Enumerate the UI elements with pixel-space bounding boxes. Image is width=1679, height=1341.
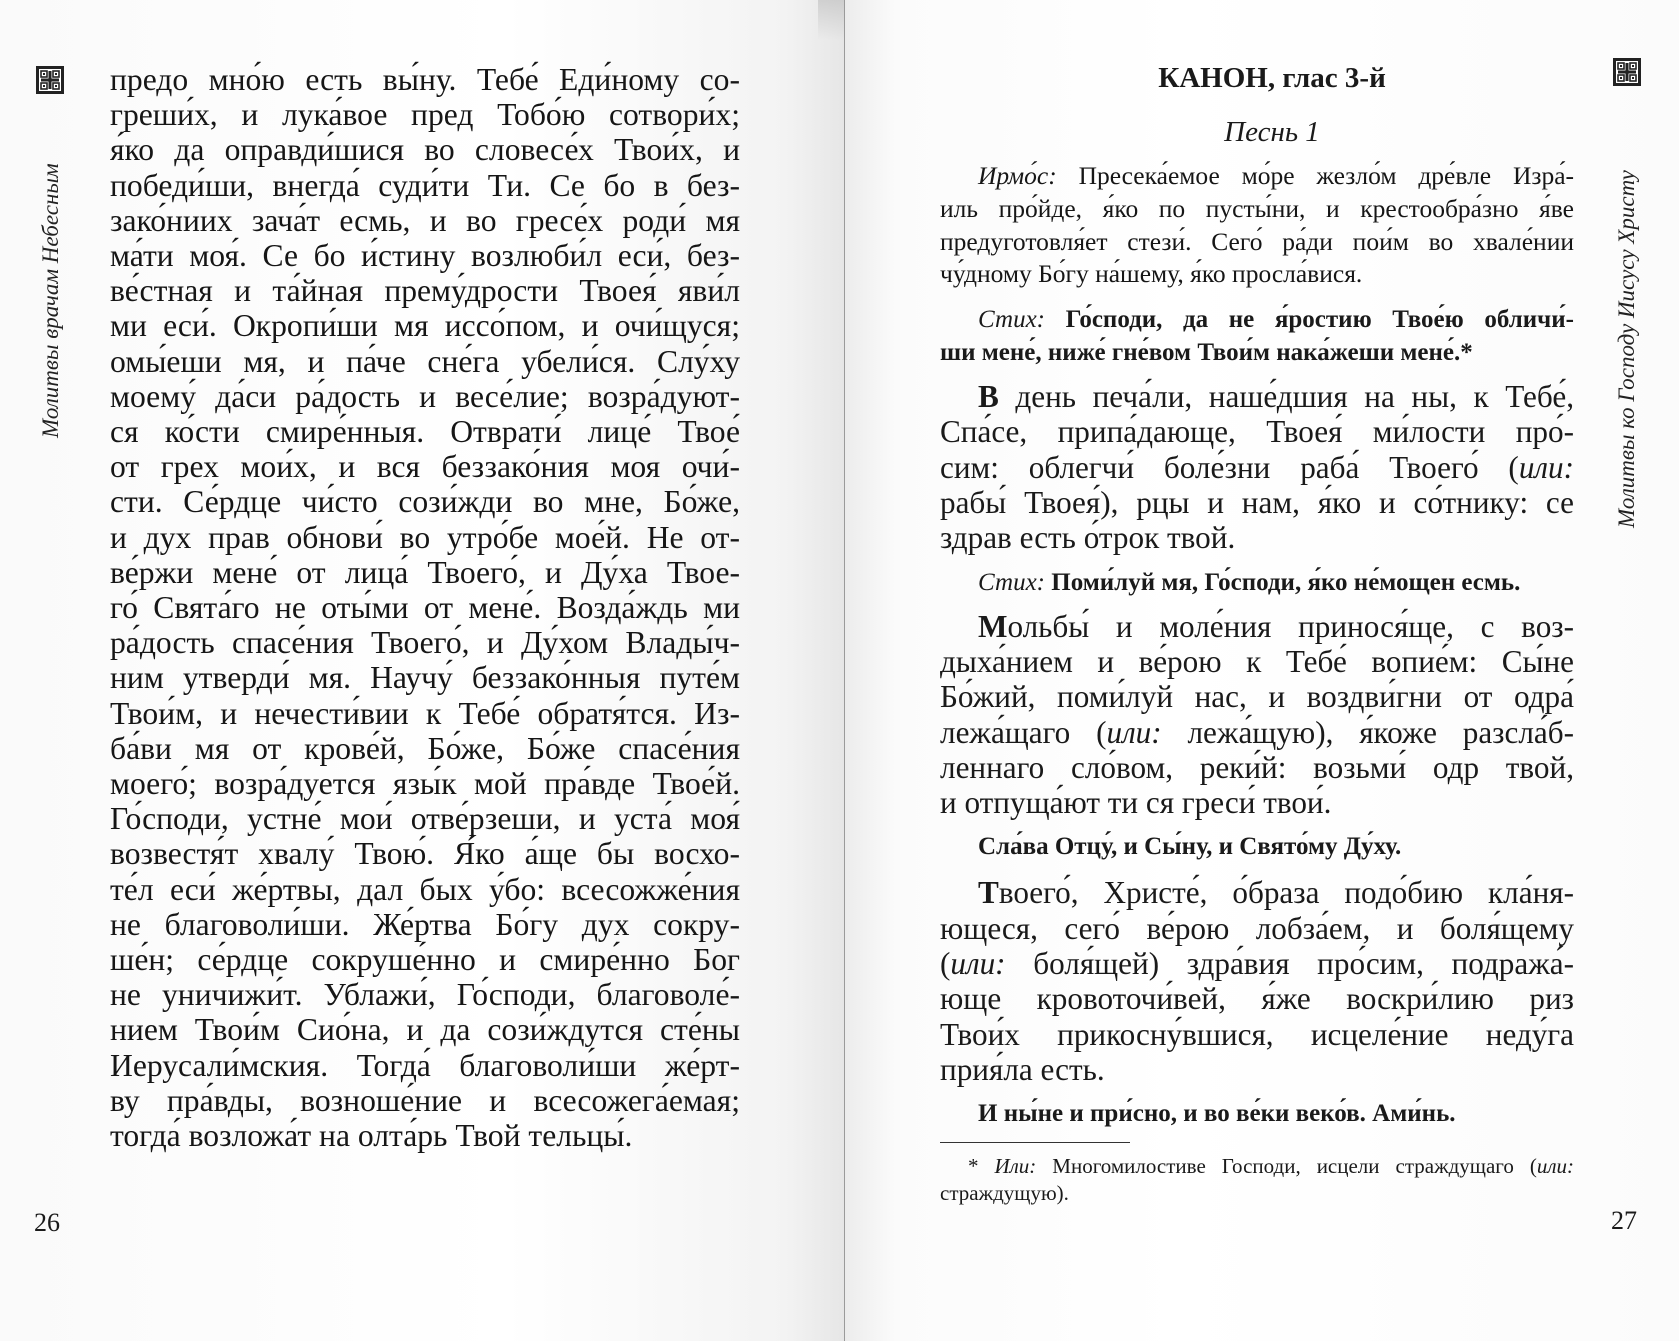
text-line: предуготовля́ет стези́. Сего́ ра́ди пои́м во хвале́нии xyxy=(940,226,1574,256)
verse-2 xyxy=(940,566,1574,599)
text-line: чу́дному Бо́гу на́шему, я́ко просла́вися. xyxy=(940,259,1363,289)
text-line: те́л еси́ же́ртвы, дал бых у́бо: всесожже́ния xyxy=(110,871,740,907)
text-line: не уничижи́т. Ублажи́, Го́споди, благоволе́- xyxy=(110,977,740,1013)
canon-title xyxy=(970,60,1574,96)
alt-marker: или: xyxy=(950,946,1006,982)
text-line: (или: боля́щей) здра́вия про́сим, подража́- xyxy=(940,946,1574,982)
text-line: ши мене́, ниже́ гне́вом Твои́м нака́жеши мене́.* xyxy=(940,339,1473,367)
text-line: Бо́жий, поми́луй нас, и воздви́гни от одра́ xyxy=(940,679,1574,715)
text-line: ся ко́сти смире́нныя. Отврати́ лице́ Твое́ xyxy=(110,414,740,450)
troparion-1 xyxy=(940,379,1574,555)
canon-title-main: КАНОН, xyxy=(1158,62,1276,94)
theotokion xyxy=(940,875,1574,1087)
text-line: победи́ши, внегда́ суди́ти Ти. Се бо в без- xyxy=(110,167,740,203)
text-line: сим: облегчи́ боле́зни раба́ Твоего́ (или: xyxy=(940,449,1574,485)
text-line: * Или: Многомилостиве Господи, исцели страждущаго (или: xyxy=(968,1154,1574,1179)
troparion-2 xyxy=(940,609,1574,821)
verse-1 xyxy=(940,303,1574,369)
cross-ornament-icon xyxy=(1613,58,1641,86)
text-line: го́ Свята́го не оты́ми от мене́. Возда́ждь ми xyxy=(110,590,740,626)
text-line: и отпуща́ют ти ся греси́ твои́. xyxy=(940,785,1332,821)
text-line: ми еси́. Окропи́ши мя иссо́пом, и очи́щуся; xyxy=(110,308,740,344)
text-line: зако́ниих зача́т есмь, и во гресе́х роди́ мя xyxy=(110,202,740,238)
text-line: не благоволи́ши. Же́ртва Бо́гу дух сокру- xyxy=(110,906,740,942)
alt-marker: или: xyxy=(1518,449,1574,485)
text-line: и дух прав обнови́ во утро́бе мое́й. Не от- xyxy=(110,519,740,555)
text-line: моего́; возра́дуется язы́к мой пра́вде Твое́й. xyxy=(110,766,740,802)
verse-label: Стих: xyxy=(978,306,1046,334)
cross-ornament-icon xyxy=(36,66,64,94)
initial-letter: Т xyxy=(978,875,999,911)
footnote-label: Или: xyxy=(994,1154,1037,1179)
text-line: иль про́йде, я́ко по пусты́ни, и крестообра́зно я́ве xyxy=(940,193,1574,223)
running-head-left: Молитвы врачам Небесным xyxy=(38,163,63,438)
text-line: возвестя́т хвалу́ Твою́. Я́ко а́ще бы восхо- xyxy=(110,836,740,872)
and-now-amen: И ны́не и при́сно, и во ве́ки веко́в. Ами́нь. xyxy=(978,1100,1456,1128)
text-line: Стих: Го́споди, да не я́ростию Твое́ю обличи́- xyxy=(978,306,1574,334)
text-line: страждущую). xyxy=(940,1181,1069,1206)
footnote xyxy=(940,1153,1574,1207)
verse-label: Стих: xyxy=(978,568,1046,596)
text-line: ве́ржи мене́ от лица́ Твоего́, и Ду́ха Твое- xyxy=(110,554,740,590)
text-line: от грех мои́х, и вся беззако́ния моя очи́- xyxy=(110,449,740,485)
text-line: Спа́се, припа́дающе, Твоея́ ми́лости про́- xyxy=(940,414,1574,450)
text-line: ющеся, сего́ ве́рою лобза́ем, и боля́щему xyxy=(940,910,1574,946)
text-line: Иерусали́мския. Тогда́ благоволи́ши же́рт- xyxy=(110,1047,740,1083)
irmos-paragraph xyxy=(940,160,1574,291)
footnote-marker: * Или: xyxy=(968,1154,1037,1179)
irmos-label: Ирмо́с: xyxy=(978,161,1057,190)
text-line: омы́еши мя, и па́че сне́га убели́ся. Слу́ху xyxy=(110,343,740,379)
text-line: ба́ви мя от крове́й, Бо́же, Бо́же спасе́ния xyxy=(110,730,740,766)
text-line: ним утверди́ мя. Научу́ беззако́нныя путе́м xyxy=(110,660,740,696)
text-line: ву пра́вды, возноше́ние и всесожега́емая; xyxy=(110,1082,740,1118)
text-line: Твоего́, Христе́, о́браза подо́бию кла́ня- xyxy=(978,875,1574,911)
alt-marker: или: xyxy=(1106,714,1162,750)
text-line: сти. Се́рдце чи́сто сози́жди во мне, Бо́же, xyxy=(110,484,740,520)
text-line: дыха́нием и ве́рою к Тебе́ вопие́м: Сы́не xyxy=(940,643,1574,679)
text-line: я́ко да оправди́шися во словесе́х Твои́х, и xyxy=(110,132,740,168)
spine-shadow xyxy=(818,0,846,40)
text-line: леннаго сло́вом, реки́й: возьми́ одр твой, xyxy=(940,749,1574,785)
initial-letter: В xyxy=(978,379,999,415)
text-line: юще кровоточи́вей, я́же воскри́лию риз xyxy=(940,981,1574,1017)
text-line: предо мно́ю есть вы́ну. Тебе́ Еди́ному со- xyxy=(110,62,740,97)
text-line: ма́ти моя́. Се бо и́стину возлюби́л еси́, без- xyxy=(110,238,740,274)
text-line: Ирмо́с: Пресека́емое мо́ре жезло́м дре́вле Изра́- xyxy=(978,161,1574,190)
ode-title: Песнь 1 xyxy=(1224,116,1320,148)
text-line: ше́н; се́рдце сокруше́нно и смире́нно Бог xyxy=(110,942,740,978)
footnote-divider xyxy=(940,1142,1130,1143)
text-line: ра́дость спасе́ния Твоего́, и Ду́хом Влады́ч- xyxy=(110,625,740,661)
text-line: Твои́м, и нечести́вии к Тебе́ обратя́тся. Из- xyxy=(110,695,740,731)
page-number-right: 27 xyxy=(1611,1206,1637,1235)
cross-ornament-glyph xyxy=(1616,61,1638,83)
alt-marker: или: xyxy=(1536,1154,1574,1179)
initial-letter: М xyxy=(978,608,1008,644)
text-line: ве́стная и та́йная прему́дрости Твоея́ яви́л xyxy=(110,273,740,309)
right-page-body xyxy=(940,60,1574,1207)
text-line: Стих: Поми́луй мя, Го́споди, я́ко не́мощен есмь. xyxy=(978,568,1521,596)
text-line: В день печа́ли, наше́дшия на ны, к Тебе́, xyxy=(978,379,1574,415)
text-line: моему́ да́си ра́дость и весе́лие; возра́дуют- xyxy=(110,378,740,414)
canon-tone: глас 3-й xyxy=(1282,62,1386,94)
text-line: рабы́ Твоея́), рцы и нам, я́ко и со́тнику: се xyxy=(940,485,1574,521)
text-line: прия́ла есть. xyxy=(940,1051,1105,1087)
text-line: Твои́х прикосну́вшися, исцеле́ние неду́га xyxy=(940,1016,1574,1052)
text-line: лежа́щаго (или: лежа́щую), я́коже разсла́б- xyxy=(940,714,1574,750)
text-line: Мольбы́ и моле́ния принося́ще, с воз- xyxy=(978,608,1574,644)
text-line: греши́х, и лука́вое пред Тобо́ю сотвори́х; xyxy=(110,97,740,133)
doxology: Сла́ва Отцу́, и Сы́ну, и Свято́му Ду́ху. xyxy=(978,833,1402,861)
text-line: Го́споди, устне́ мои́ отве́рзеши, и уста́ моя́ xyxy=(110,801,740,837)
text-line: здрав есть о́трок твой. xyxy=(940,520,1236,556)
page-number-left: 26 xyxy=(34,1208,60,1237)
running-head-right: Молитвы ко Господу Иисусу Христу xyxy=(1614,170,1639,528)
text-line: нием Твои́м Сио́на, и да сози́ждутся сте́ны xyxy=(110,1012,740,1048)
left-page-body xyxy=(110,62,740,1153)
cross-ornament-glyph xyxy=(39,69,61,91)
text-line: тогда́ возложа́т на олта́рь Твой тельцы́. xyxy=(110,1118,633,1154)
